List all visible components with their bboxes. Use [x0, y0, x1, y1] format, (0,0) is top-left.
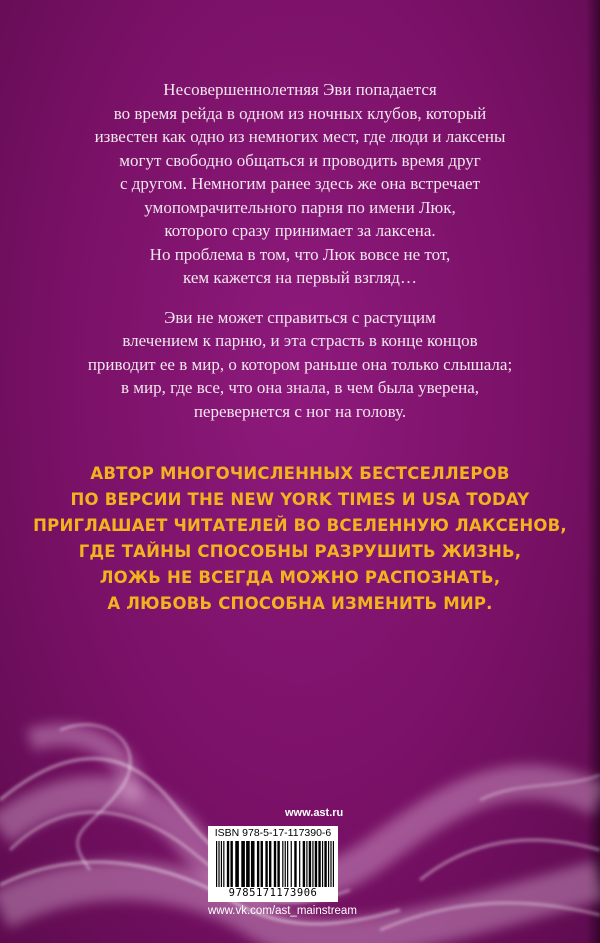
barcode-bar: [315, 841, 317, 887]
tagline-line: ЛОЖЬ НЕ ВСЕГДА МОЖНО РАСПОЗНАТЬ,: [99, 568, 501, 587]
barcode-bar: [324, 841, 326, 887]
blurb-text: [40, 78, 560, 423]
barcode-bar: [333, 841, 334, 887]
blurb-line: Эви не может справиться с растущим: [164, 307, 436, 327]
tagline-line: А ЛЮБОВЬ СПОСОБНА ИЗМЕНИТЬ МИР.: [107, 594, 493, 613]
barcode-bar: [299, 841, 300, 887]
publisher-website: www.ast.ru: [285, 807, 344, 819]
blurb-line: с другом. Немногим ранее здесь же она встречает: [119, 174, 481, 193]
barcode-bar: [227, 841, 229, 887]
barcode-bar: [269, 841, 271, 887]
tagline-line: АВТОР МНОГОЧИСЛЕННЫХ БЕСТСЕЛЛЕРОВ: [90, 464, 510, 483]
barcode-bar: [246, 841, 250, 887]
tagline-line: ПО ВЕРСИИ THE NEW YORK TIMES И USA TODAY: [70, 490, 530, 509]
barcode-bar: [223, 841, 224, 887]
blurb-line: умопомрачительного парня по имени Люк,: [144, 197, 456, 217]
barcode-bar: [274, 841, 276, 887]
barcode-bar: [241, 841, 245, 887]
barcode-bar: [309, 841, 311, 887]
barcode-bar: [261, 841, 263, 887]
barcode-bar: [306, 841, 307, 887]
isbn-number: ISBN 978-5-17-117390-6: [214, 827, 332, 839]
blurb-line: которого сразу принимает за лаксена.: [164, 221, 436, 240]
barcode-bar: [303, 841, 305, 887]
blurb-line: приводит ее в мир, о котором раньше она только слышала;: [87, 354, 513, 374]
blurb-line: в мир, где все, что она знала, в чем была уверена,: [120, 378, 479, 397]
tagline-line: ПРИГЛАШАЕТ ЧИТАТЕЛЕЙ ВО ВСЕЛЕННУЮ ЛАКСЕНОВ,: [33, 516, 567, 535]
barcode-bar: [282, 841, 283, 887]
barcode-bar: [251, 841, 255, 887]
barcode-bar: [330, 841, 331, 887]
barcode-bar: [322, 841, 323, 887]
barcode-bar: [218, 841, 219, 887]
blurb-line: влечением к парню, и эта страсть в конце концов: [122, 331, 478, 350]
barcode-bar: [235, 841, 239, 887]
barcode-digits: 9785171173906: [228, 887, 318, 899]
blurb-paragraph-1: [40, 78, 560, 290]
blurb-line: Но проблема в том, что Люк вовсе не тот,: [149, 244, 451, 264]
blurb-line: кем кажется на первый взгляд…: [183, 268, 417, 287]
barcode-bar: [285, 841, 286, 887]
blurb-line: перевернется с ног на голову.: [193, 401, 407, 421]
barcode: [208, 826, 338, 902]
barcode-bar: [328, 841, 329, 887]
barcode-bar: [216, 841, 217, 887]
blurb-line: во время рейда в одном из ночных клубов, который: [113, 103, 487, 123]
barcode-bar: [312, 841, 313, 887]
barcode-bar: [230, 841, 232, 887]
barcode-bar: [291, 841, 292, 887]
barcode-bar: [221, 841, 222, 887]
blurb-line: Несовершеннолетняя Эви попадается: [163, 80, 437, 99]
barcode-bar: [294, 841, 296, 887]
barcode-bar: [277, 841, 279, 887]
blurb-line: могут свободно общаться и проводить время друг: [119, 150, 481, 170]
blurb-line: известен как одно из немногих мест, где люди и лаксены: [94, 127, 506, 146]
barcode-bar: [265, 841, 267, 887]
barcode-bars: [216, 841, 334, 887]
barcode-bar: [287, 841, 288, 887]
tagline-line: ГДЕ ТАЙНЫ СПОСОБНЫ РАЗРУШИТЬ ЖИЗНЬ,: [78, 542, 522, 561]
blurb-paragraph-2: [40, 306, 560, 424]
vk-link: www.vk.com/ast_mainstream: [208, 905, 357, 917]
barcode-bar: [318, 841, 320, 887]
author-tagline: [20, 461, 580, 617]
barcode-bar: [257, 841, 259, 887]
